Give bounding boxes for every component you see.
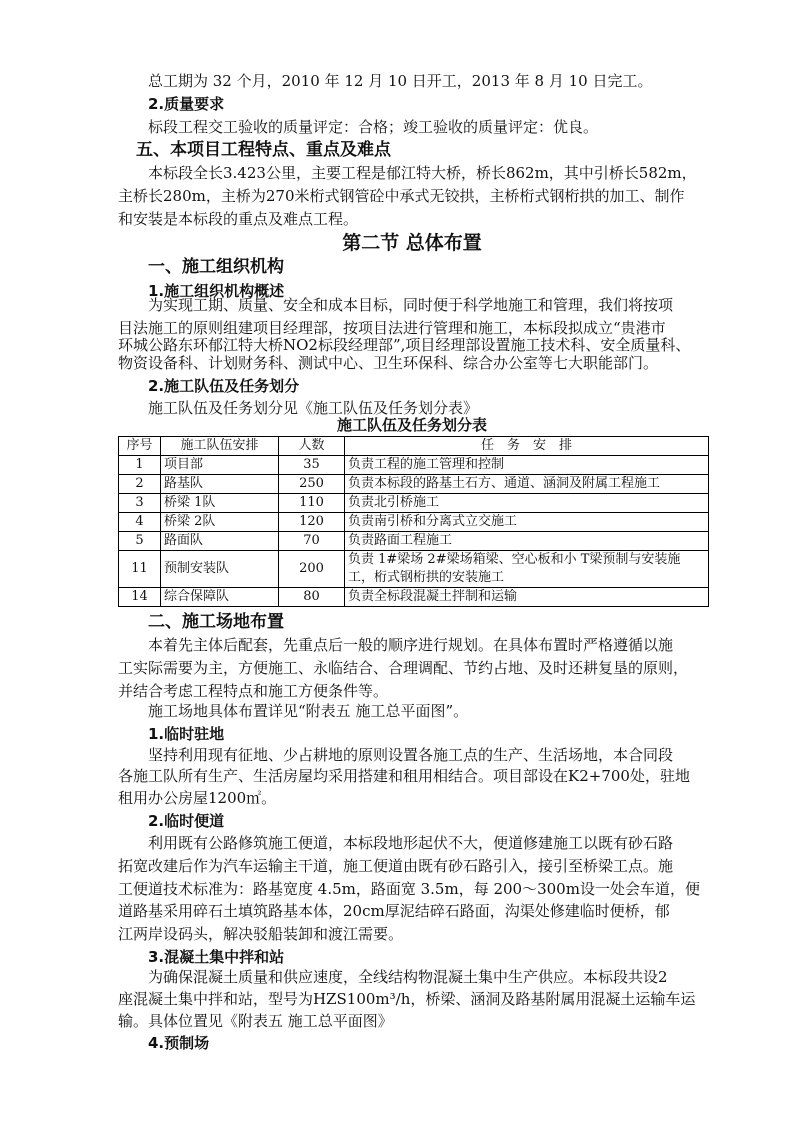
heading-camp: 1.临时驻地 bbox=[148, 725, 225, 743]
cell-task: 负责南引桥和分离式立交施工 bbox=[345, 513, 709, 532]
cell-team: 综合保障队 bbox=[161, 588, 279, 607]
heading-organization: 一、施工组织机构 bbox=[148, 257, 284, 277]
cell-team: 路基队 bbox=[161, 475, 279, 494]
road-line-5: 江两岸设码头，解决驳船装卸和渡江需要。 bbox=[118, 925, 404, 943]
camp-line-1: 坚持利用现有征地、少占耕地的原则设置各施工点的生产、生活场地，本合同段 bbox=[148, 746, 674, 764]
table-row bbox=[119, 475, 709, 494]
table-row bbox=[119, 551, 709, 588]
heading-mixing: 3.混凝土集中拌和站 bbox=[148, 948, 285, 966]
heading-site: 二、施工场地布置 bbox=[148, 612, 284, 632]
org-line-3: 环城公路东环郁江特大桥NO2标段经理部”,项目经理部设置施工技术科、安全质量科、 bbox=[118, 336, 691, 354]
cell-no: 11 bbox=[119, 551, 161, 588]
features-line-1: 本标段全长3.423公里，主要工程是郁江特大桥，桥长862m，其中引桥长582m， bbox=[148, 164, 697, 182]
cell-task-line-1: 负责 1#梁场 2#梁场箱梁、空心板和小 T梁预制与安装施 bbox=[348, 552, 681, 567]
cell-team: 桥梁 2队 bbox=[161, 513, 279, 532]
org-line-4: 物资设备科、计划财务科、测试中心、卫生环保科、综合办公室等七大职能部门。 bbox=[118, 354, 659, 372]
cell-count: 110 bbox=[279, 494, 345, 513]
table-row bbox=[119, 532, 709, 551]
table-row bbox=[119, 456, 709, 475]
cell-count: 120 bbox=[279, 513, 345, 532]
mixing-line-2: 座混凝土集中拌和站，型号为HZS100m³/h，桥梁、涵洞及路基附属用混凝土运输车运 bbox=[118, 990, 696, 1008]
cell-task: 负责工程的施工管理和控制 bbox=[345, 456, 709, 475]
heading-teams: 2.施工队伍及任务划分 bbox=[148, 377, 300, 395]
road-line-2: 拓宽改建后作为汽车运输主干道，施工便道由既有砂石路引入，接引至桥梁工点。施 bbox=[118, 857, 674, 875]
cell-team: 桥梁 1队 bbox=[161, 494, 279, 513]
heading-road: 2.临时便道 bbox=[148, 812, 225, 830]
header-count: 人数 bbox=[279, 437, 345, 456]
schedule-line: 总工期为 32 个月，2010 年 12 月 10 日开工，2013 年 8 月 10 日完工。 bbox=[148, 72, 653, 90]
road-line-1: 利用既有公路修筑施工便道，本标段地形起伏不大，便道修建施工以既有砂石路 bbox=[148, 834, 674, 852]
table-caption: 施工队伍及任务划分表 bbox=[336, 416, 487, 434]
cell-count: 35 bbox=[279, 456, 345, 475]
cell-no: 5 bbox=[119, 532, 161, 551]
road-line-3: 工便道技术标准为：路基宽度 4.5m，路面宽 3.5m，每 200～300m设一处会车道，便 bbox=[118, 880, 700, 898]
camp-line-2: 各施工队所有生产、生活房屋均采用搭建和租用相结合。项目部设在K2+700处，驻地 bbox=[118, 767, 690, 785]
features-line-3: 和安装是本标段的重点及难点工程。 bbox=[118, 210, 359, 228]
camp-line-3: 租用办公房屋1200㎡。 bbox=[118, 789, 277, 807]
quality-line: 标段工程交工验收的质量评定：合格；竣工验收的质量评定：优良。 bbox=[148, 118, 599, 136]
site-line-3: 并结合考虑工程特点和施工方便条件等。 bbox=[118, 682, 389, 700]
teams-ref-line: 施工队伍及任务划分见《施工队伍及任务划分表》 bbox=[148, 399, 479, 417]
heading-precast: 4.预制场 bbox=[148, 1034, 210, 1052]
cell-no: 14 bbox=[119, 588, 161, 607]
road-line-4: 道路基采用碎石土填筑路基本体，20cm厚泥结碎石路面，沟渠处修建临时便桥，郁 bbox=[118, 902, 670, 920]
header-no: 序号 bbox=[119, 437, 161, 456]
cell-count: 200 bbox=[279, 551, 345, 588]
features-line-2: 主桥长280m，主桥为270米桁式钢管砼中承式无铰拱，主桥桁式钢桁拱的加工、制作 bbox=[118, 187, 685, 205]
cell-team: 路面队 bbox=[161, 532, 279, 551]
table-row bbox=[119, 588, 709, 607]
heading-quality: 2.质量要求 bbox=[148, 95, 225, 113]
table-header-row bbox=[119, 437, 709, 456]
org-line-2: 目法施工的原则组建项目经理部，按项目法进行管理和施工，本标段拟成立“贵港市 bbox=[118, 319, 666, 337]
header-task: 任 务 安 排 bbox=[345, 437, 709, 456]
cell-task: 负责路面工程施工 bbox=[345, 532, 709, 551]
cell-no: 3 bbox=[119, 494, 161, 513]
cell-task: 负责北引桥施工 bbox=[345, 494, 709, 513]
cell-count: 250 bbox=[279, 475, 345, 494]
site-line-1: 本着先主体后配套，先重点后一般的顺序进行规划。在具体布置时严格遵循以施 bbox=[148, 636, 674, 654]
cell-task bbox=[345, 551, 709, 588]
cell-task-line-2: 工，桁式钢桁拱的安装施工 bbox=[348, 570, 505, 585]
mixing-line-3: 输。具体位置见《附表五 施工总平面图》 bbox=[118, 1012, 393, 1030]
org-line-1: 为实现工期、质量、安全和成本目标，同时便于科学地施工和管理，我们将按项 bbox=[148, 296, 674, 314]
cell-no: 1 bbox=[119, 456, 161, 475]
cell-task: 负责本标段的路基土石方、通道、涵洞及附属工程施工 bbox=[345, 475, 709, 494]
task-table bbox=[118, 436, 709, 607]
header-team: 施工队伍安排 bbox=[161, 437, 279, 456]
cell-count: 80 bbox=[279, 588, 345, 607]
cell-team: 项目部 bbox=[161, 456, 279, 475]
table-row bbox=[119, 513, 709, 532]
cell-task: 负责全标段混凝土拌制和运输 bbox=[345, 588, 709, 607]
section-title: 第二节 总体布置 bbox=[342, 232, 482, 254]
heading-features: 五、本项目工程特点、重点及难点 bbox=[136, 140, 391, 160]
cell-count: 70 bbox=[279, 532, 345, 551]
heading-organization-overview: 1.施工组织机构概述 bbox=[148, 282, 285, 300]
site-line-2: 工实际需要为主，方便施工、永临结合、合理调配、节约占地、及时还耕复垦的原则， bbox=[118, 659, 689, 677]
mixing-line-1: 为确保混凝土质量和供应速度，全线结构物混凝土集中生产供应。本标段共设2 bbox=[148, 968, 668, 986]
site-ref-line: 施工场地具体布置详见“附表五 施工总平面图”。 bbox=[148, 702, 469, 720]
cell-no: 2 bbox=[119, 475, 161, 494]
table-row bbox=[119, 494, 709, 513]
cell-team: 预制安装队 bbox=[161, 551, 279, 588]
cell-no: 4 bbox=[119, 513, 161, 532]
